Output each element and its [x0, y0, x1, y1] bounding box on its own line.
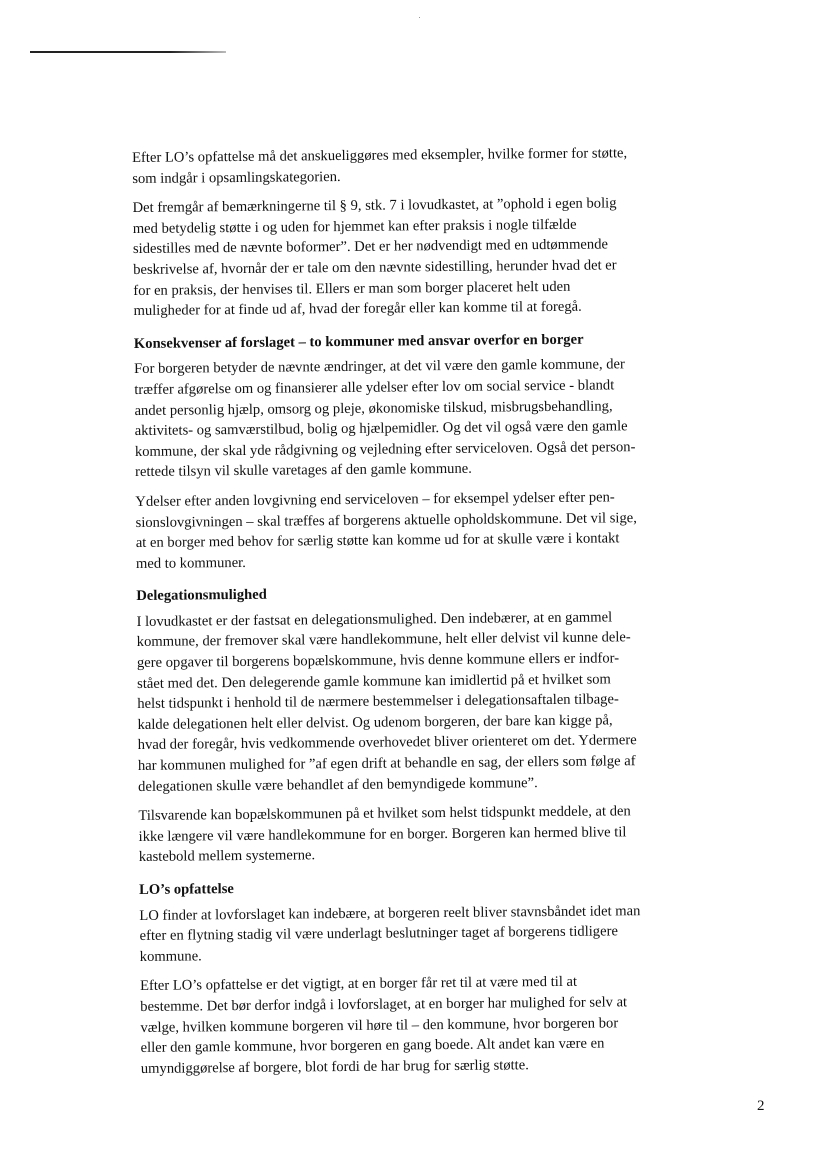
paragraph — [136, 607, 694, 798]
text-line: har kommunen mulighed for ”af egen drift at behandle en sag, der ellers som følge af — [137, 753, 636, 775]
text-line: gere opgaver til borgerens bopælskommune, hvis denne kommune ellers er indfor- — [136, 650, 620, 672]
text-line: sionslovgivningen – skal træffes af borgerens aktuelle opholdskommune. Det vil sige, — [135, 509, 637, 531]
text-line: Efter LO’s opfattelse er det vigtigt, at en borger får ret til at være med til at — [139, 974, 578, 995]
section-heading: Konsekvenser af forslaget – to kommuner med ansvar overfor en borger — [133, 331, 584, 352]
header-rule-fade — [170, 51, 226, 53]
text-line: helst tidspunkt i henhold til de nærmere bestemmelser i delegationsaftalen tilbage- — [137, 691, 619, 713]
text-line: andet personlig hjælp, omsorg og pleje, økonomiske tilskud, misbrugsbehandling, — [134, 397, 613, 419]
document-section — [132, 143, 690, 322]
text-line: beskrivelse af, hvornår der er tale om den nævnte sidestilling, herunder hvad det er — [133, 257, 617, 278]
text-line: kommune. — [139, 948, 202, 965]
text-line: stået med det. Den delegerende gamle kommune kan imidlertid på et hvilket som — [137, 671, 611, 692]
paragraph — [135, 487, 692, 575]
paragraph — [140, 971, 697, 1079]
text-line: kommune, der fremover skal være handlekommune, helt eller delvist vil kunne dele- — [136, 629, 631, 651]
text-line: vælge, hvilken kommune borgeren vil høre til – den kommune, hvor borgeren bor — [140, 1014, 619, 1036]
text-line: efter en flytning stadig vil være underlagt beslutninger taget af borgerens tidligere — [139, 923, 618, 945]
paragraph — [139, 900, 696, 967]
document-section — [139, 875, 697, 1080]
text-line: aktivitets- og samværstilbud, bolig og hjælpemidler. Og det vil også være den gamle — [134, 418, 628, 440]
text-line: hvad der foregår, hvis vedkommende overhovedet bliver orienteret om det. Ydermere — [137, 732, 637, 754]
text-line: for en praksis, der henvises til. Ellers er man som borger placeret helt uden — [133, 278, 571, 299]
paragraph — [138, 801, 695, 868]
text-line: kalde delegationen helt eller delvist. Og udenom borgeren, der bare kan kigge på, — [137, 712, 613, 733]
scan-speck — [419, 17, 420, 18]
document-body — [132, 143, 697, 1089]
section-heading: LO’s opfattelse — [139, 881, 234, 898]
text-line: For borgeren betyder de nævnte ændringer, at det vil være den gamle kommune, der — [134, 356, 625, 378]
text-line: som indgår i opsamlingskategorien. — [132, 168, 341, 187]
text-line: kastebold mellem systemerne. — [138, 847, 316, 866]
text-line: eller den gamle kommune, hvor borgeren en gang boede. Alt andet kan være en — [140, 1035, 605, 1057]
text-line: ikke længere vil være handlekommune for en borger. Borgeren kan hermed blive til — [138, 824, 627, 845]
text-line: muligheder for at finde ud af, hvad der foregår eller kan komme til at foregå. — [133, 298, 582, 320]
text-line: delegationen skulle være behandlet af den bemyndigede kommune”. — [138, 774, 538, 795]
text-line: Ydelser efter anden lovgivning end serviceloven – for eksempel ydelser efter pen- — [135, 489, 615, 510]
text-line: LO finder at lovforslaget kan indebære, at borgeren reelt bliver stavnsbåndet idet man — [139, 902, 641, 924]
page-number: 2 — [757, 1098, 765, 1114]
document-section — [136, 581, 695, 868]
text-line: Tilsvarende kan bopælskommunen på et hvilket som helst tidspunkt meddele, at den — [138, 803, 631, 825]
text-line: bestemme. Det bør derfor indgå i lovforslaget, at en borger har mulighed for selv at — [140, 994, 628, 1015]
text-line: at en borger med behov for særlig støtte kan komme ud for at skulle være i kontakt — [135, 530, 620, 552]
text-line: Efter LO’s opfattelse må det anskueliggøres med eksempler, hvilke former for støtte, — [132, 145, 628, 166]
text-line: træffer afgørelse om og finansierer alle ydelser efter lov om social service - blandt — [134, 377, 615, 398]
text-line: rettede tilsyn vil skulle varetages af den gamle kommune. — [135, 461, 472, 481]
text-line: med to kommuner. — [135, 554, 246, 572]
text-line: kommune, der skal yde rådgivning og vejledning efter serviceloven. Også det person- — [134, 438, 636, 460]
paragraph — [132, 143, 688, 190]
text-line: sidestilles med de nævnte boformer”. Det er her nødvendigt med en udtømmende — [132, 236, 609, 258]
document-section — [134, 328, 692, 574]
paragraph — [132, 193, 689, 322]
section-heading: Delegationsmulighed — [136, 587, 267, 605]
paragraph — [134, 354, 691, 483]
text-line: I lovudkastet er der fastsat en delegationsmulighed. Den indebærer, at en gammel — [136, 609, 613, 630]
text-line: med betydelig støtte i og uden for hjemmet kan efter praksis i nogle tilfælde — [132, 216, 577, 237]
text-line: umyndiggørelse af borgere, blot fordi de har brug for særlig støtte. — [140, 1056, 529, 1077]
text-line: Det fremgår af bemærkningerne til § 9, stk. 7 i lovudkastet, at ”ophold i egen bolig — [132, 195, 617, 217]
